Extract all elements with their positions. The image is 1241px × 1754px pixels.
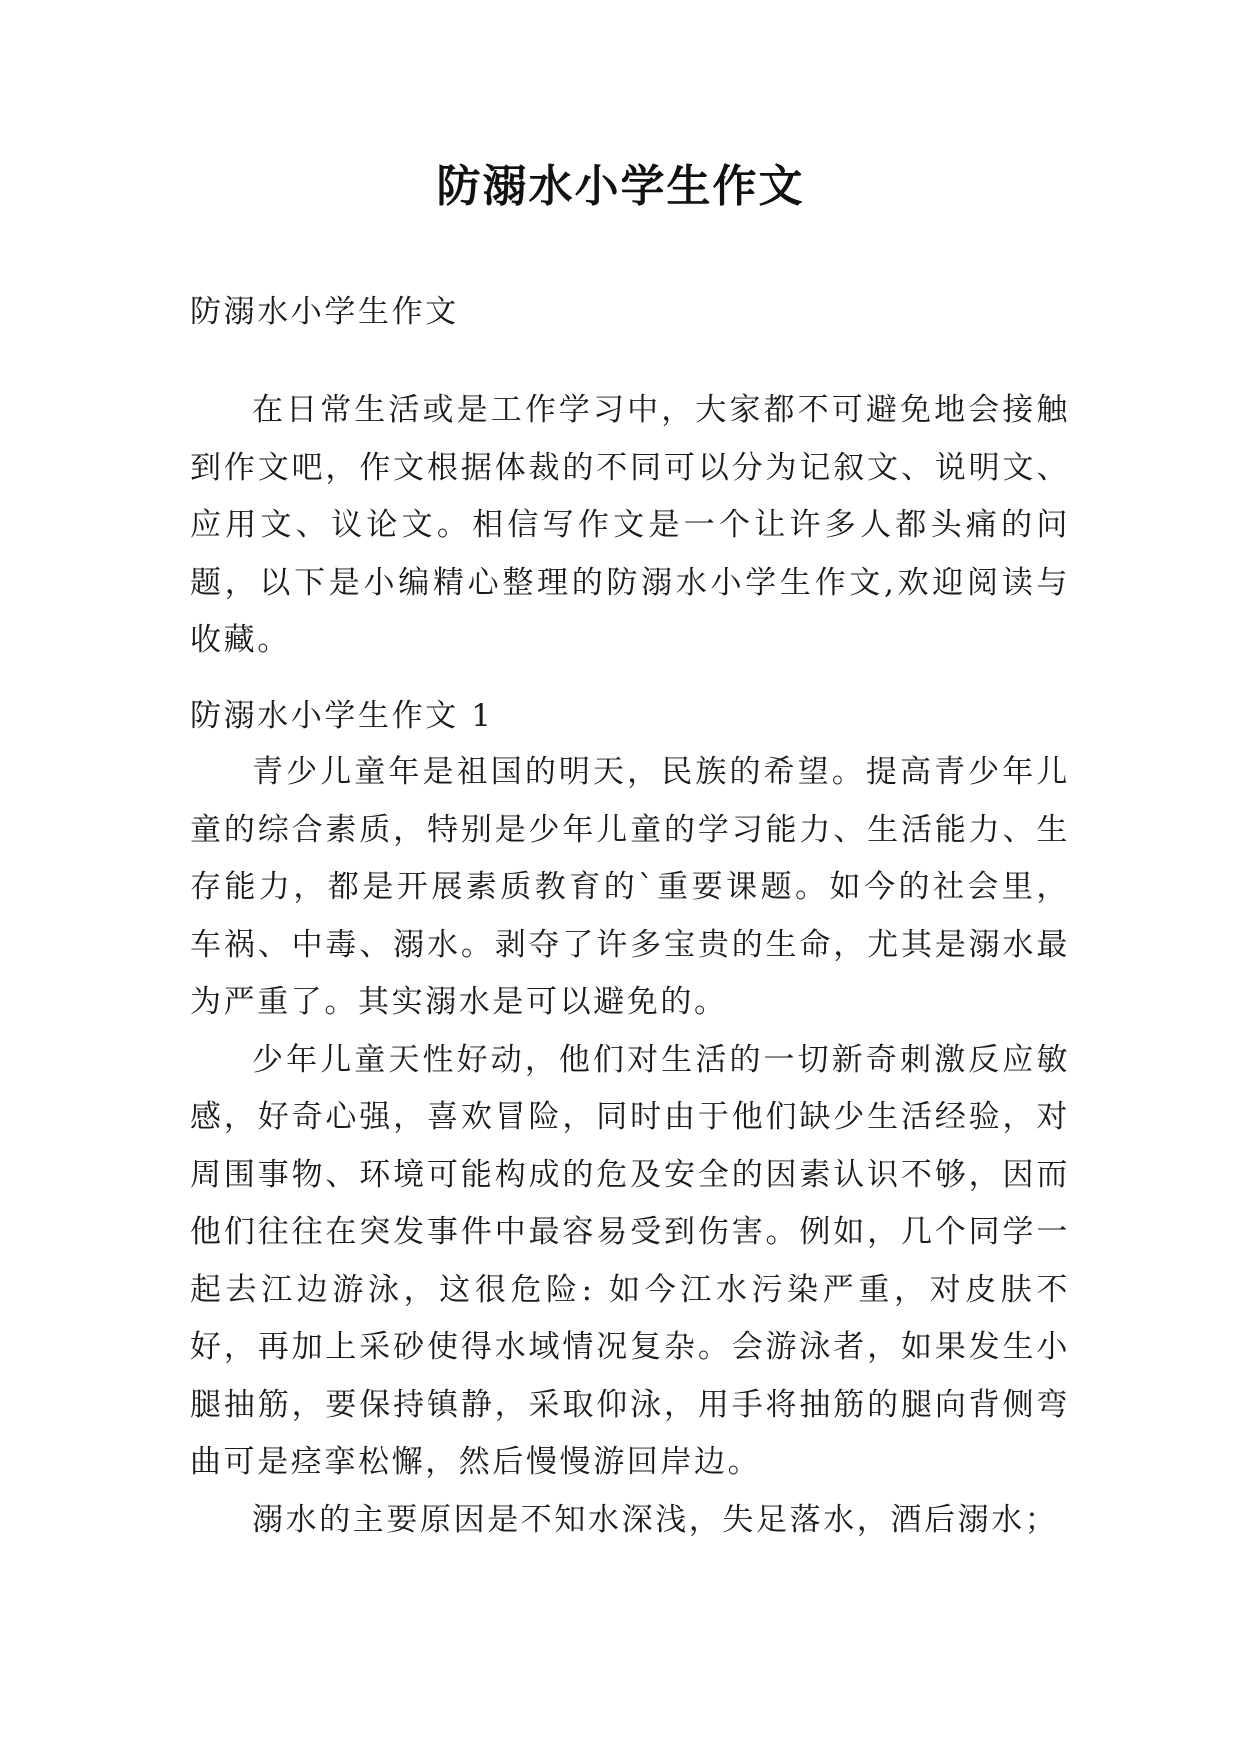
intro-paragraph: 在日常生活或是工作学习中，大家都不可避免地会接触到作文吧，作文根据体裁的不同可以分为记叙文、说明文、应用文、议论文。相信写作文是一个让许多人都头痛的问题，以下是小编精心整理的防溺水小学生作文,欢迎阅读与收藏。: [190, 392, 1070, 658]
intro-section: [190, 382, 1070, 670]
essay-body: [190, 744, 1070, 1549]
document-subtitle: 防溺水小学生作文: [190, 294, 459, 330]
essay-paragraph: 溺水的主要原因是不知水深浅，失足落水，酒后溺水；: [252, 1501, 1059, 1538]
essay-paragraph: 少年儿童天性好动，他们对生活的一切新奇刺激反应敏感，好奇心强，喜欢冒险，同时由于他们缺少生活经验，对周围事物、环境可能构成的危及安全的因素认识不够，因而他们往往在突发事件中最容易受到伤害。例如，几个同学一起去江边游泳，这很危险: 如今江水污染严重，对皮肤不好，再加上采砂使得水域情况复杂。会游泳者，如果发生小腿抽筋，要保持镇静，采取仰泳，用手将抽筋的腿向背侧弯曲可是痉挛松懈，然后慢慢游回岸边。: [190, 1041, 1070, 1480]
document-title: 防溺水小学生作文: [436, 161, 805, 212]
essay-heading: 防溺水小学生作文 1: [190, 698, 494, 734]
essay-paragraph: 青少儿童年是祖国的明天，民族的希望。提高青少年儿童的综合素质，特别是少年儿童的学习能力、生活能力、生存能力，都是开展素质教育的`重要课题。如今的社会里，车祸、中毒、溺水。剥夺了许多宝贵的生命，尤其是溺水最为严重了。其实溺水是可以避免的。: [190, 754, 1070, 1020]
